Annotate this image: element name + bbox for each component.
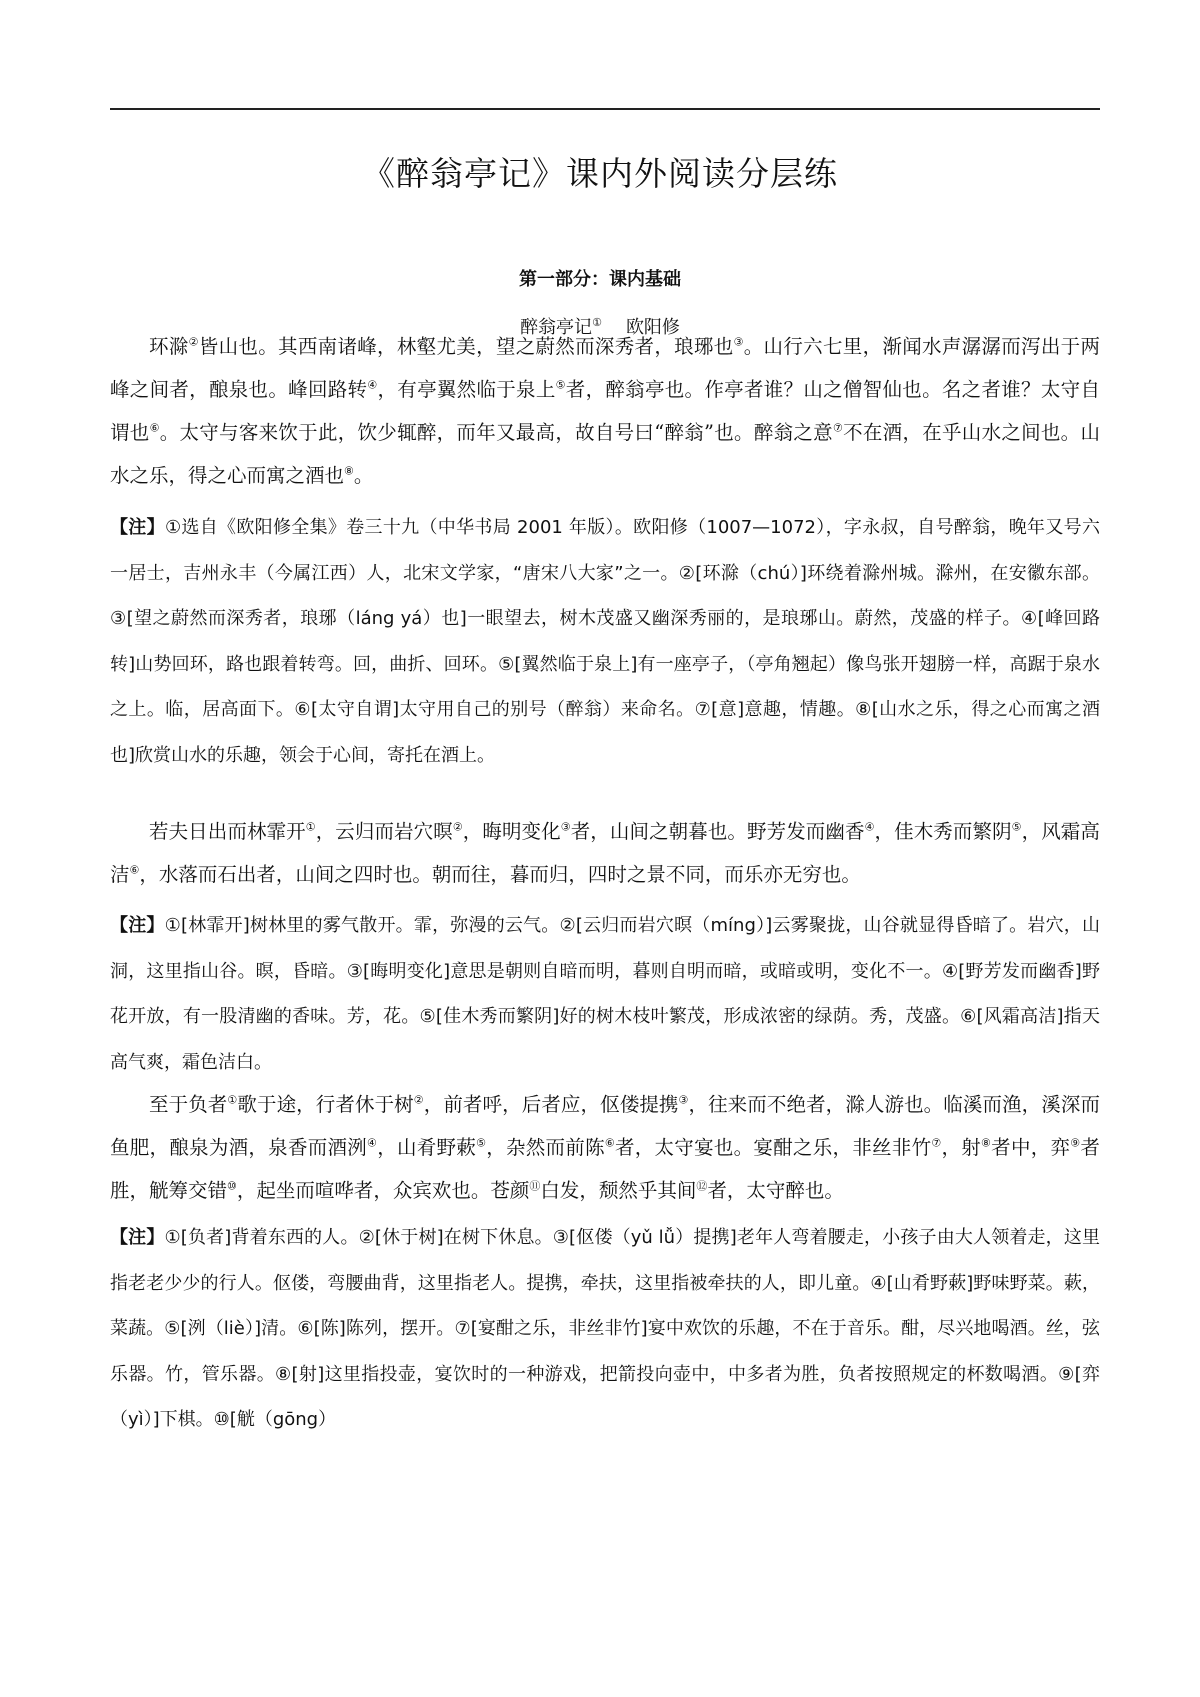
prose-text: ，晦明变化 bbox=[462, 820, 561, 843]
prose-text: ，杂然而前陈 bbox=[486, 1136, 605, 1159]
annotation-text: ①[负者]背着东西的人。②[休于树]在树下休息。③[伛偻（yǔ lǚ）提携]老年人弯着腰走，小孩子由大人领着走，这里指老老少少的行人。伛偻，弯腰曲背，这里指老人。提携，牵扶，这里指被牵扶的人，即儿童。④[山肴野蔌]野味野菜。蔌，菜蔬。⑤[洌（liè）]清。⑥[陈]陈列，摆开。⑦[宴酣之乐，非丝非竹]宴中欢饮的乐趣，不在于音乐。酣，尽兴地喝酒。丝，弦乐器。竹，管乐器。⑧[射]这里指投壶，宴饮时的一种游戏，把箭投向壶中，中多者为胜，负者按照规定的杯数喝酒。⑨[弈（yì）]下棋。⑩[觥（gōng） bbox=[110, 1227, 1101, 1430]
prose-text: 白发，颓然乎其间 bbox=[540, 1179, 697, 1202]
prose-text: ，前者呼，后者应，伛偻提携 bbox=[423, 1093, 679, 1116]
prose-text: ，风霜高洁 bbox=[110, 820, 1100, 886]
prose-text: ，水落而石出者，山间之四时也。朝而往，暮而归，四时之景不同，而乐亦无穷也。 bbox=[139, 863, 861, 886]
footnote-marker: ③ bbox=[678, 1093, 689, 1107]
footnote-marker: ① bbox=[592, 316, 602, 329]
footnote-marker: ⑦ bbox=[832, 421, 844, 435]
footnote-marker: ⑪ bbox=[529, 1179, 541, 1193]
work-author: 欧阳修 bbox=[625, 317, 680, 338]
prose-text: 者中，弈 bbox=[991, 1136, 1071, 1159]
prose-text: ，佳木秀而繁阴 bbox=[874, 820, 1012, 843]
footnote-marker: ③ bbox=[560, 820, 571, 834]
note-tag: 【注】 bbox=[110, 1227, 165, 1248]
annotation-paragraph bbox=[110, 505, 1100, 778]
prose-text: 。山行六七里，渐闻水声潺潺而泻出于两峰之间者，酿泉也。峰回路转 bbox=[110, 335, 1100, 401]
prose-text: ，云归而岩穴暝 bbox=[315, 820, 453, 843]
footnote-marker: ④ bbox=[864, 820, 875, 834]
prose-text: 者，山间之朝暮也。野芳发而幽香 bbox=[570, 820, 865, 843]
prose-text: 者，太守醉也。 bbox=[707, 1179, 844, 1202]
footnote-marker: ⑥ bbox=[129, 863, 140, 877]
annotation-text: ①[林霏开]树林里的雾气散开。霏，弥漫的云气。②[云归而岩穴暝（míng）]云雾聚拢，山谷就显得昏暗了。岩穴，山洞，这里指山谷。暝，昏暗。③[晦明变化]意思是朝则自暗而明，暮则自明而暗，或暗或明，变化不一。④[野芳发而幽香]野花开放，有一股清幽的香味。芳，花。⑤[佳木秀而繁阴]好的树木枝叶繁茂，形成浓密的绿荫。秀，茂盛。⑥[风霜高洁]指天高气爽，霜色洁白。 bbox=[110, 915, 1101, 1073]
footnote-marker: ⑥ bbox=[149, 421, 160, 435]
footnote-marker: ④ bbox=[367, 1136, 378, 1150]
footnote-marker: ⑧ bbox=[344, 464, 354, 478]
prose-text: ，有亭翼然临于泉上 bbox=[377, 378, 556, 401]
paragraph-1 bbox=[110, 325, 1100, 497]
footnote-marker: ⑩ bbox=[227, 1179, 237, 1193]
note-1 bbox=[110, 505, 1100, 778]
annotation-text: ①选自《欧阳修全集》卷三十九（中华书局 2001 年版）。欧阳修（1007—1072），字永叔，自号醉翁，晚年又号六一居士，吉州永丰（今属江西）人，北宋文学家，“唐宋八大家”之一。②[环滁（chú）]环绕着滁州城。滁州，在安徽东部。③[望之蔚然而深秀者，琅琊（láng yá）也]一眼望去，树木茂盛又幽深秀丽的，是琅琊山。蔚然，茂盛的样子。④[峰回路转]山势回环，路也跟着转弯。回，曲折、回环。⑤[翼然临于泉上]有一座亭子，（亭角翘起）像鸟张开翅膀一样，高踞于泉水之上。临，居高面下。⑥[太守自谓]太守用自己的别号（醉翁）来命名。⑦[意]意趣，情趣。⑧[山水之乐，得之心而寓之酒也]欣赏山水的乐趣，领会于心间，寄托在酒上。 bbox=[110, 517, 1100, 766]
note-tag: 【注】 bbox=[110, 915, 165, 936]
prose-text: 不在酒，在乎山水之间也。山水之乐，得之心而寓之酒也 bbox=[110, 421, 1100, 487]
prose-text: 歌于途，行者休于树 bbox=[237, 1093, 414, 1116]
prose-text: 。太守与客来饮于此，饮少辄醉，而年又最高，故自号曰“醉翁”也。醉翁之意 bbox=[159, 421, 833, 444]
footnote-marker: ③ bbox=[733, 335, 744, 349]
prose-text: 皆山也。其西南诸峰，林壑尤美，望之蔚然而深秀者，琅琊也 bbox=[198, 335, 734, 358]
paragraph-3 bbox=[110, 1083, 1100, 1212]
prose-paragraph bbox=[110, 810, 1100, 896]
footnote-marker: ⑤ bbox=[1011, 820, 1022, 834]
prose-paragraph bbox=[110, 1083, 1100, 1212]
page-title: 《醉翁亭记》课内外阅读分层练 bbox=[362, 154, 838, 193]
footnote-marker: ⑥ bbox=[604, 1136, 615, 1150]
header-rule bbox=[110, 108, 1100, 110]
paragraph-2 bbox=[110, 810, 1100, 896]
part-heading: 第一部分：课内基础 bbox=[519, 269, 681, 290]
prose-text: 若夫日出而林霏开 bbox=[149, 820, 306, 843]
footnote-marker: ② bbox=[452, 820, 463, 834]
footnote-marker: ⑧ bbox=[981, 1136, 992, 1150]
prose-text: 环滁 bbox=[149, 335, 189, 358]
footnote-marker: ⑫ bbox=[696, 1179, 708, 1193]
prose-text: ，往来而不绝者，滁人游也。临溪而渔，溪深而鱼肥，酿泉为酒，泉香而酒洌 bbox=[110, 1093, 1100, 1159]
prose-text: 至于负者 bbox=[149, 1093, 228, 1116]
prose-text: 者，醉翁亭也。作亭者谁？山之僧智仙也。名之者谁？太守自谓也 bbox=[110, 378, 1100, 444]
footnote-marker: ② bbox=[413, 1093, 424, 1107]
footnote-marker: ① bbox=[305, 820, 316, 834]
prose-text: 者，太守宴也。宴酣之乐，非丝非竹 bbox=[614, 1136, 932, 1159]
footnote-marker: ② bbox=[188, 335, 199, 349]
annotation-paragraph bbox=[110, 903, 1100, 1085]
annotation-paragraph bbox=[110, 1215, 1100, 1443]
note-3 bbox=[110, 1215, 1100, 1443]
prose-paragraph bbox=[110, 325, 1100, 497]
footnote-marker: ⑤ bbox=[555, 378, 566, 392]
footnote-marker: ⑨ bbox=[1070, 1136, 1081, 1150]
footnote-marker: ⑤ bbox=[476, 1136, 487, 1150]
prose-text: ，射 bbox=[941, 1136, 982, 1159]
footnote-marker: ⑦ bbox=[931, 1136, 942, 1150]
work-name: 醉翁亭记 bbox=[520, 317, 593, 338]
prose-text: ，山肴野蔌 bbox=[377, 1136, 477, 1159]
footnote-marker: ① bbox=[227, 1093, 238, 1107]
prose-text: ，起坐而喧哗者，众宾欢也。苍颜 bbox=[236, 1179, 530, 1202]
footnote-marker: ④ bbox=[367, 378, 378, 392]
note-2 bbox=[110, 903, 1100, 1085]
note-tag: 【注】 bbox=[110, 517, 165, 538]
prose-text: 。 bbox=[353, 464, 374, 487]
prose-text: 者胜，觥筹交错 bbox=[110, 1136, 1100, 1202]
